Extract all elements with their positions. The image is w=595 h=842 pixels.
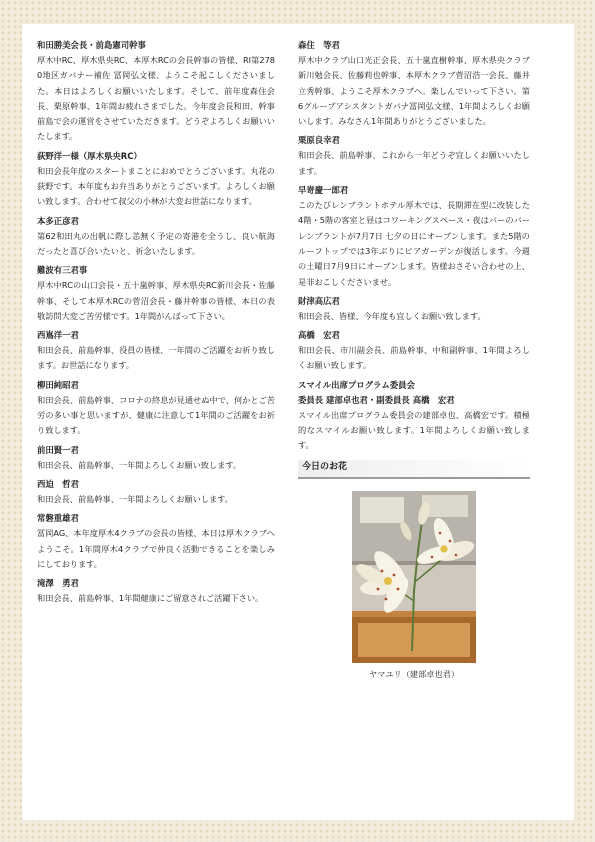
message-entry bbox=[298, 133, 530, 179]
member-message: 和田会長、前島幹事、コロナの終息が見通せぬ中で、何かとご苦労の多い事と思いますが、健康に注意して1年間のご活躍をお祈り致します。 bbox=[37, 394, 275, 436]
member-message: 第62和田丸の出帆に際し恙無く予定の寄港を全うし、良い航海だったと喜び合いたいと、祈念いたします。 bbox=[37, 230, 275, 256]
member-name: 荻野洋一様（厚木県央RC） bbox=[37, 150, 142, 161]
member-name: 柳田純昭君 bbox=[37, 379, 79, 390]
member-name: 難波有三君事 bbox=[37, 265, 88, 276]
member-message: 厚木中RC、厚木県央RC、本厚木RCの会長幹事の皆様、RI第2780地区ガバナー補佐 冨岡弘文様、ようこそ起こしくださいました。本日はよろしくお願いいたします。そして、前年度森住会長、栗原幹事、1年間お疲れさまでした。今年度会長和田、幹事前島で会の運営をさせていただきます。どうぞよろしくお願いいたします。 bbox=[37, 55, 275, 142]
flower-caption: ヤマユリ（建部卓也君） bbox=[368, 668, 460, 679]
member-name: 高橋 宏君 bbox=[298, 330, 340, 341]
member-message: 和田会長、前島幹事、役員の皆様、一年間のご活躍をお祈り致します。お世話になります。 bbox=[37, 345, 275, 371]
member-name: 西嶌洋一君 bbox=[37, 330, 79, 341]
message-entry bbox=[37, 576, 275, 606]
committee-title: スマイル出席プログラム委員会 bbox=[298, 379, 415, 390]
flower-photo-block bbox=[352, 491, 476, 680]
member-name: 和田勝美会長・前島憲司幹事 bbox=[37, 40, 146, 50]
member-message: 和田会長、前島幹事、一年間よろしくお願い致します。 bbox=[37, 459, 242, 470]
member-message: 和田会長、市川副会長、前島幹事、中和副幹事、1年間よろしくお願い致します。 bbox=[298, 345, 530, 371]
member-name: 栗原良幸君 bbox=[298, 135, 340, 146]
member-name: 前田賢一君 bbox=[37, 444, 79, 455]
message-entry bbox=[37, 328, 275, 374]
member-message: 和田会長、皆様、今年度も宜しくお願い致します。 bbox=[298, 310, 486, 321]
message-entry bbox=[37, 38, 275, 145]
message-entry bbox=[298, 328, 530, 374]
message-entry bbox=[37, 477, 275, 507]
message-entry bbox=[37, 378, 275, 439]
member-name: 本多正彦君 bbox=[37, 215, 79, 226]
message-entry bbox=[298, 294, 530, 324]
lily-photo bbox=[352, 491, 476, 663]
message-entry bbox=[298, 183, 530, 290]
member-message: 和田会長、前島幹事、一年間よろしくお願いします。 bbox=[37, 493, 233, 504]
message-entry bbox=[37, 443, 275, 473]
member-message: 厚木中RCの山口会長・五十嵐幹事、厚木県央RC新川会長・佐藤幹事、そして本厚木RCの菅沼会長・藤井幹事の皆様、本日の表敬訪問大変ご苦労様です。1年間がんばって下さい。 bbox=[37, 280, 275, 321]
committee-message: スマイル出席プログラム委員会の建部卓也、高橋宏です。積極的なスマイルお願い致します。1年間よろしくお願い致します。 bbox=[298, 409, 530, 451]
left-column bbox=[37, 38, 275, 610]
member-message: このたびレンブラントホテル厚木では、長期滞在型に改装した4階・5階の客室と昼はコワーキングスペース・夜はバーのバーレンブラントが7月7日 七夕の日にオープンします。また5階のルーフトップでは3年ぶりにビアガーデンが復活します。今週の土曜日7月9日にオープンします。皆様おさそい合わせの上、是非おこしくださいませ。 bbox=[298, 200, 530, 287]
member-name: 西迫 哲君 bbox=[37, 478, 79, 489]
message-entry bbox=[37, 149, 275, 210]
member-message: 厚木中クラブ山口光正会長、五十嵐直樹幹事、厚木県央クラブ新川勉会長、佐藤莉也幹事、本厚木クラブ菅沼浩一会長、藤井立秀幹事、ようこそ厚木クラブへ。楽しんでいって下さい。第6グループアシスタントガバナ冨岡弘文様、1年間よろしくお願いします。みなさん1年間ありがとうございました。 bbox=[298, 55, 530, 127]
committee-members: 委員長 建部卓也君・副委員長 高橋 宏君 bbox=[298, 394, 455, 405]
message-entry bbox=[37, 263, 275, 324]
message-entry bbox=[37, 214, 275, 260]
member-name: 早嵜慶一郎君 bbox=[298, 185, 349, 196]
member-message: 冨岡AG、本年度厚木4クラブの会長の皆様、本日は厚木クラブへようこそ。1年間厚木4クラブで仲良く活動できることを楽しみにしております。 bbox=[37, 528, 275, 569]
right-column bbox=[298, 38, 530, 680]
member-message: 和田会長、前島幹事、これから一年どうぞ宜しくお願いいたします。 bbox=[298, 150, 530, 176]
member-name: 財津高広君 bbox=[298, 295, 340, 306]
member-message: 和田会長、前島幹事、1年間健康にご留意されご活躍下さい。 bbox=[37, 593, 264, 604]
member-name: 常磐重雄君 bbox=[37, 513, 79, 524]
flower-section-heading: 今日のお花 bbox=[298, 460, 530, 479]
message-entry bbox=[37, 511, 275, 572]
member-name: 森住 等君 bbox=[298, 40, 340, 50]
member-name: 滝澤 勇君 bbox=[37, 578, 79, 589]
message-entry bbox=[298, 38, 530, 129]
committee-entry bbox=[298, 378, 530, 454]
member-message: 和田会長年度のスタートまことにおめでとうございます。丸花の荻野です。本年度もお弁当ありがとうございます。よろしくお願い致します。合わせて叔父の小林が大変お世話になります。 bbox=[37, 165, 275, 207]
